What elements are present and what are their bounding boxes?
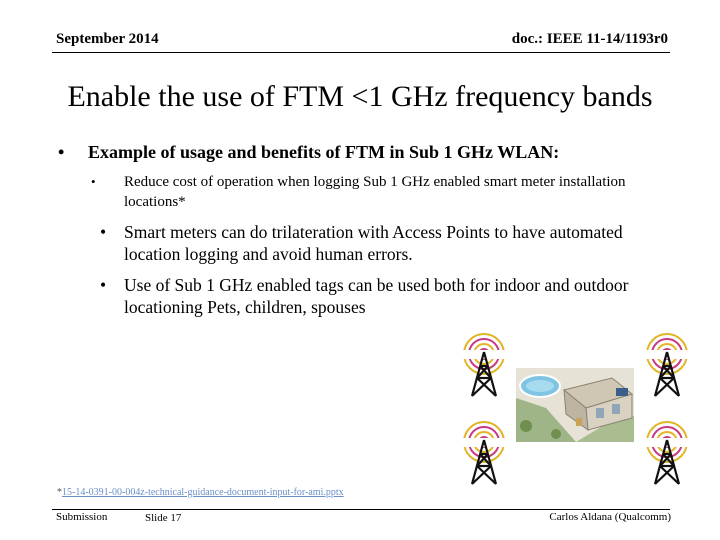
footer-author: Carlos Aldana (Qualcomm) — [549, 511, 671, 523]
footnote-link[interactable]: 15-14-0391-00-004z-technical-guidance-document-input-for-ami.pptx — [62, 487, 344, 498]
bullet-marker: • — [58, 142, 65, 162]
radio-tower-icon — [456, 418, 512, 486]
sub-bullet-3 — [100, 274, 680, 318]
sub-bullet-2 — [100, 221, 680, 265]
footer-submission: Submission — [56, 511, 108, 523]
bullet-marker: • — [100, 222, 107, 242]
bullet-marker: • — [91, 174, 96, 189]
header-doc-id: doc.: IEEE 11-14/1193r0 — [511, 31, 668, 47]
radio-tower-icon — [639, 330, 695, 398]
radio-tower-icon — [456, 330, 512, 398]
slide-number: Slide 17 — [145, 512, 182, 524]
bullet-marker: • — [100, 275, 107, 295]
main-bullet-text: Example of usage and benefits of FTM in Sub 1 GHz WLAN: — [88, 142, 560, 162]
footnote — [57, 487, 344, 498]
sub-bullet-text: Reduce cost of operation when logging Sub 1 GHz enabled smart meter installation locations* — [124, 174, 626, 210]
slide-title: Enable the use of FTM <1 GHz frequency bands — [67, 80, 653, 113]
house-yard-illustration — [516, 368, 634, 442]
sub-bullet-text: Smart meters can do trilateration with Access Points to have automated location logging and avoid human errors. — [124, 222, 623, 264]
main-bullet — [58, 142, 559, 163]
radio-tower-icon — [639, 418, 695, 486]
footnote-marker: * — [57, 487, 62, 498]
sub-bullet-1 — [91, 172, 671, 212]
header-date: September 2014 — [56, 31, 159, 47]
sub-bullet-text: Use of Sub 1 GHz enabled tags can be used both for indoor and outdoor locationing Pets, children, spouses — [124, 275, 629, 317]
header-divider — [52, 52, 670, 53]
footer-divider — [52, 509, 670, 510]
